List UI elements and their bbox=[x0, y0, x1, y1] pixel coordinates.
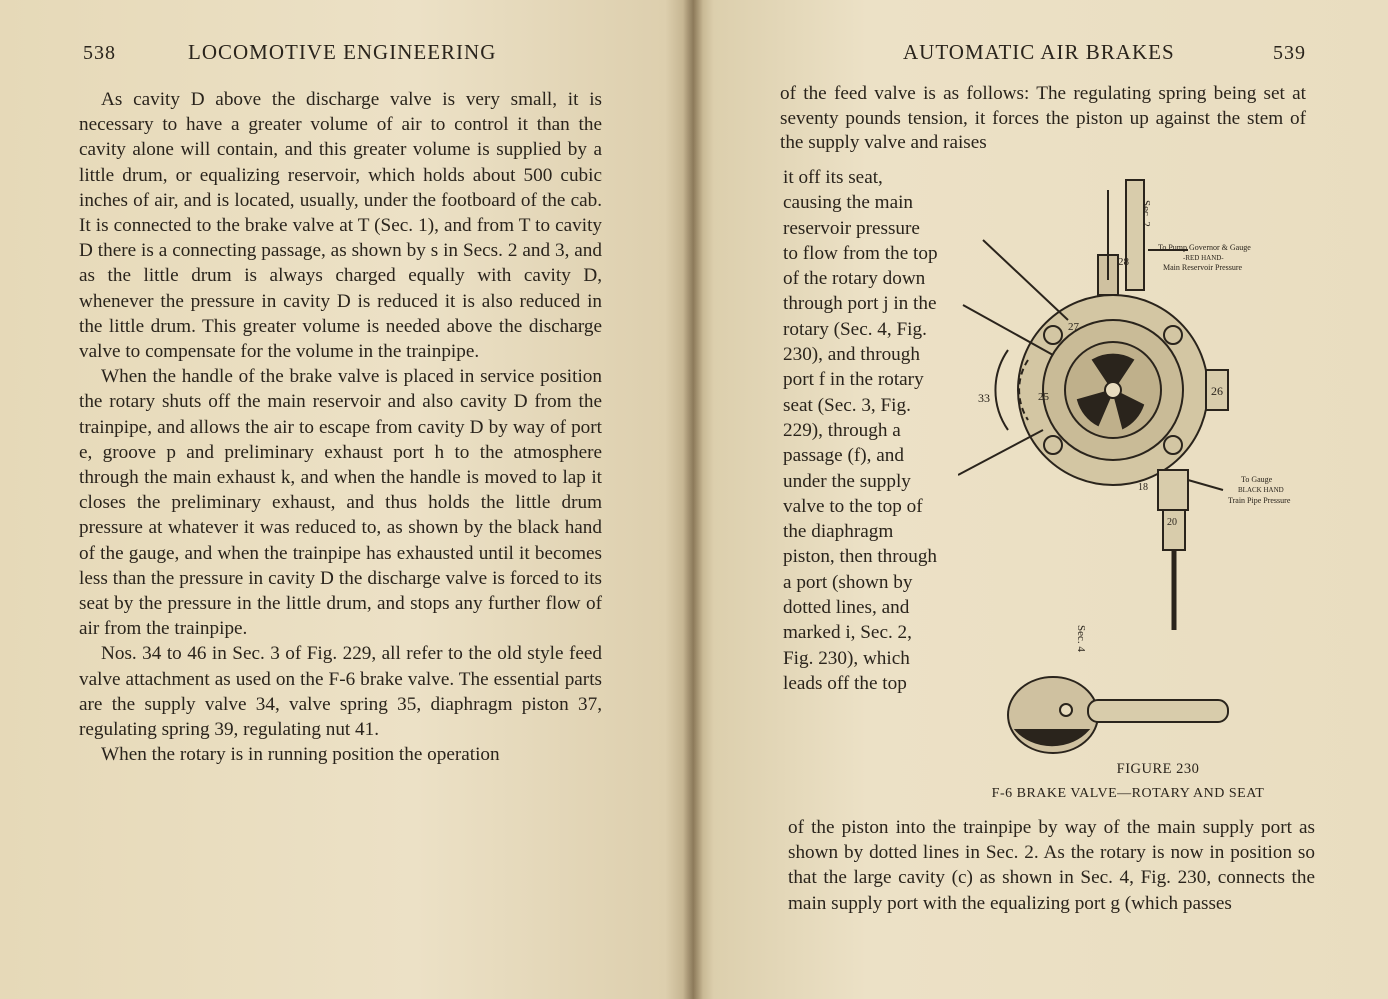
label-black-hand: BLACK HAND bbox=[1238, 486, 1284, 494]
paragraph: Nos. 34 to 46 in Sec. 3 of Fig. 229, all refer to the old style feed valve attachment as used on the F-6 brake valve. The essential parts are the supply valve 34, valve spring 35, diaphragm piston 37, regulating spring 39, regulating nut 41. bbox=[79, 643, 602, 741]
figure-number: FIGURE 230 bbox=[1116, 761, 1200, 777]
right-top-text: of the feed valve is as follows: The regulating spring being set at seventy pounds tension, it forces the piston up against the stem of the supply valve and raises bbox=[780, 83, 1306, 153]
left-page-number: 538 bbox=[83, 42, 116, 64]
right-page bbox=[693, 0, 1388, 999]
right-narrow-text: it off its seat, causing the main reservoir pressure to flow from the top of the rotary down through port j in the rotary (Sec. 4, Fig. 230), and through port f in the rotary seat (Sec. 3, Fig. 229), through a passage (f), and under the supply valve to the top of the diaphragm piston, then through a port (shown by dotted lines, and marked i, Sec. 2, Fig. 230), which leads off the top bbox=[783, 167, 938, 694]
label-27: 27 bbox=[1068, 321, 1079, 333]
label-red-hand: -RED HAND- bbox=[1183, 254, 1224, 262]
label-25: 25 bbox=[1038, 391, 1049, 403]
figure-title: F-6 BRAKE VALVE—ROTARY AND SEAT bbox=[991, 786, 1265, 801]
label-sec2: Sec. 2 bbox=[1140, 200, 1152, 227]
right-bottom-text: of the piston into the trainpipe by way of the main supply port as shown by dotted lines in Sec. 2. As the rotary is now in position so that the large cavity (c) as shown in Sec. 4, Fig. 230, connects the main supply port with the equalizing port g (which passes bbox=[788, 817, 1315, 914]
left-page bbox=[0, 0, 693, 999]
label-main-reservoir: Main Reservoir Pressure bbox=[1163, 263, 1243, 272]
label-33: 33 bbox=[978, 391, 990, 405]
figure-230 bbox=[958, 170, 1328, 810]
label-to-gauge: To Gauge bbox=[1241, 475, 1273, 484]
label-26: 26 bbox=[1211, 384, 1223, 398]
paragraph: When the handle of the brake valve is placed in service position the rotary shuts off the main reservoir and also cavity D from the trainpipe, and allows the air to escape from cavity D by way of port e, groove p and preliminary exhaust port h to the atmosphere through the main exhaust k, and when the handle is moved to lap it closes the preliminary exhaust, and thus holds the little drum pressure at whatever it was reduced to, as shown by the black hand of the gauge, and when the trainpipe has exhausted until it becomes less than the pressure in cavity D the discharge valve is forced to its seat by the pressure in the little drum, and stops any further flow of air from the trainpipe. bbox=[79, 366, 602, 640]
label-28: 28 bbox=[1118, 256, 1129, 268]
label-20: 20 bbox=[1167, 517, 1177, 528]
right-running-head: AUTOMATIC AIR BRAKES bbox=[903, 40, 1175, 64]
left-running-head: LOCOMOTIVE ENGINEERING bbox=[188, 40, 497, 64]
brake-valve-diagram bbox=[958, 170, 1328, 810]
book-gutter bbox=[683, 0, 703, 999]
left-body-text bbox=[79, 87, 602, 767]
label-sec4: Sec. 4 bbox=[1075, 625, 1087, 652]
label-train-pipe: Train Pipe Pressure bbox=[1228, 496, 1291, 505]
paragraph: As cavity D above the discharge valve is very small, it is necessary to have a greater volume of air to control it than the cavity alone will contain, and this greater volume is supplied by a little drum, or equalizing reservoir, which holds about 500 cubic inches of air, and is located, usually, under the footboard of the cab. It is connected to the brake valve at T (Sec. 1), and from T to cavity D there is a connecting passage, as shown by s in Secs. 2 and 3, and as the little drum is always charged equally with cavity D, whenever the pressure in cavity D is reduced it is also reduced in the little drum. This greater volume is needed above the discharge valve to compensate for the volume in the trainpipe. bbox=[79, 89, 602, 363]
paragraph: When the rotary is in running position the operation bbox=[101, 744, 500, 766]
label-pump-governor: To Pump Governor & Gauge bbox=[1158, 243, 1251, 252]
label-18: 18 bbox=[1138, 482, 1148, 493]
right-page-number: 539 bbox=[1273, 42, 1306, 64]
